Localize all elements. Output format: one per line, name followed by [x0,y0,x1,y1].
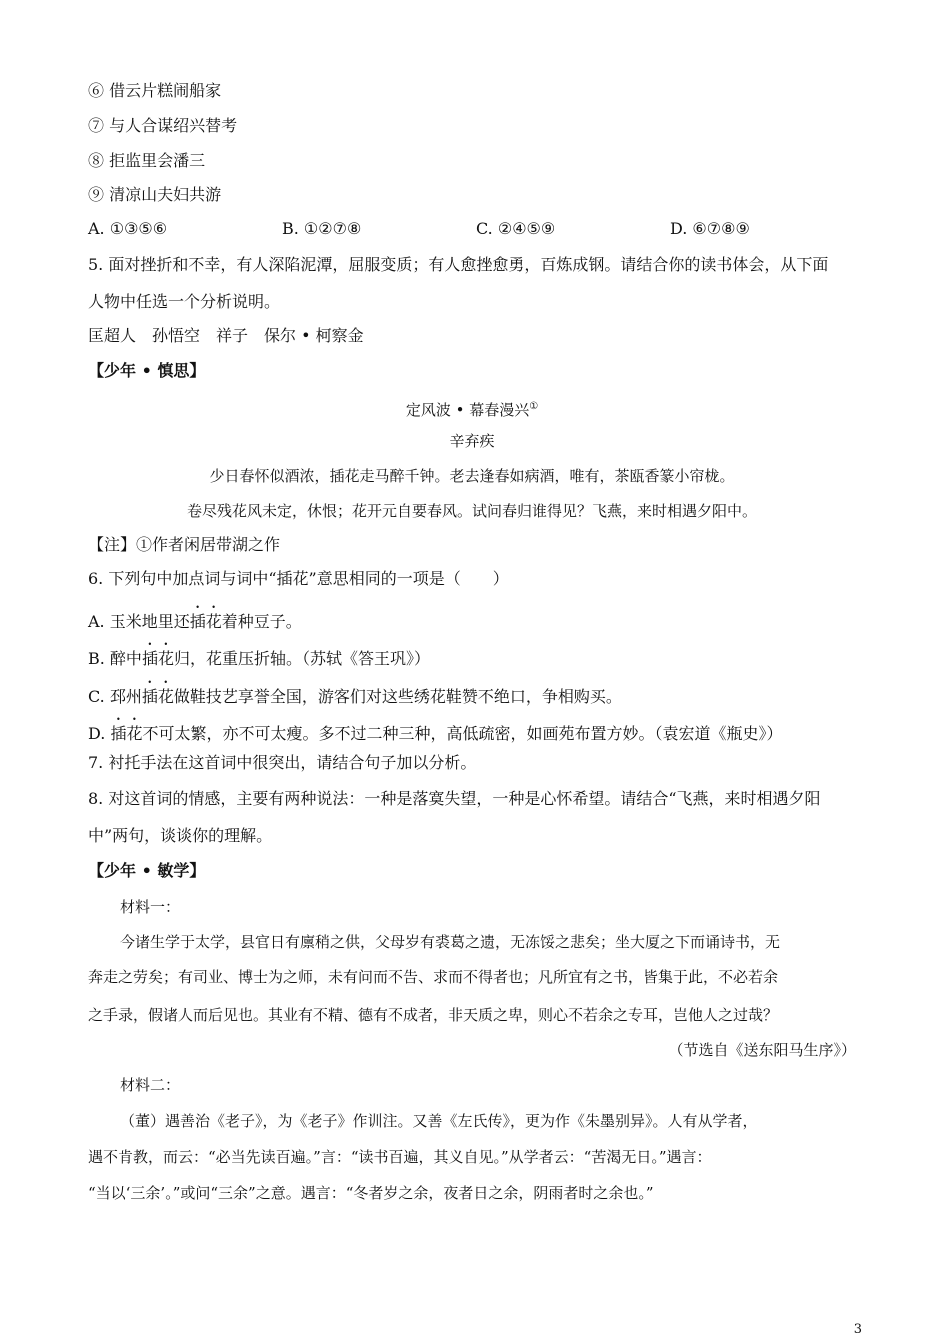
q6-a-pre: A. 玉米地里还 [88,612,190,631]
q5-people: 匡超人 孙悟空 祥子 保尔 • 柯察金 [88,326,364,345]
q6-c-pre: C. 邳州 [88,687,142,706]
item-6: ⑥ 借云片糕闹船家 [88,81,222,100]
material-2-line1: （董）遇善治《老子》，为《老子》作训注。又善《左氏传》，更为作《朱墨别异》。人有从学者， [120,1112,758,1130]
item-9: ⑨ 清凉山夫妇共游 [88,185,222,204]
q4-option-d[interactable]: D. ⑥⑦⑧⑨ [670,219,750,238]
material-1-line1: 今诸生学于太学，县官日有廪稍之供，父母岁有裘葛之遗，无冻馁之悲矣；坐大厦之下而诵诗书，无 [120,933,781,951]
q5-line1: 5. 面对挫折和不幸，有人深陷泥潭，屈服变质；有人愈挫愈勇，百炼成钢。请结合你的读书体会，从下面 [88,255,829,274]
q6-option-b[interactable] [88,640,430,670]
q6-a-post: 着种豆子。 [221,612,302,631]
q7: 7. 衬托手法在这首词中很突出，请结合句子加以分析。 [88,753,477,772]
material-1-label: 材料一： [120,898,181,916]
material-1-source: （节选自《送东阳马生序》） [668,1041,856,1059]
poem-author: 辛弃疾 [449,432,495,450]
material-2-line3: “当以‘三余’。”或问“三余”之意。遇言：“冬者岁之余，夜者日之余，阴雨者时之余也。” [88,1184,654,1202]
q4-option-c[interactable]: C. ②④⑤⑨ [476,219,556,238]
poem-title [88,396,856,421]
item-7: ⑦ 与人合谋绍兴替考 [88,116,238,135]
page-number: 3 [853,1322,862,1337]
q6-emph-word: 插花 [141,687,174,706]
poem-note: 【注】①作者闲居带湖之作 [88,535,281,554]
q6-emph-word: 插花 [110,724,143,743]
q8-line2: 中”两句，谈谈你的理解。 [88,826,273,845]
material-2-label: 材料二： [120,1076,181,1094]
q6-emph-word: 插花 [141,649,174,668]
q6-stem: 6. 下列句中加点词与词中“插花”意思相同的一项是（ ） [88,569,509,588]
material-1-line2: 奔走之劳矣；有司业、博士为之师，未有问而不告、求而不得者也；凡所宜有之书，皆集于此，不必若余 [88,968,779,986]
q6-d-post: 不可太繁，亦不可太瘦。多不过二种三种，高低疏密，如画苑布置方妙。（袁宏道《瓶史》） [142,724,783,743]
q8-line1: 8. 对这首词的情感，主要有两种说法：一种是落寞失望，一种是心怀希望。请结合“飞燕，来时相遇夕阳 [88,789,821,808]
q6-option-d[interactable] [88,715,782,745]
poem-line-1: 少日春怀似酒浓，插花走马醉千钟。老去逢春如病酒，唯有，茶瓯香篆小帘栊。 [209,467,735,485]
material-1-line3: 之手录，假诸人而后见也。其业有不精、德有不成者，非天质之卑，则心不若余之专耳，岂他人之过哉？ [88,1006,779,1024]
section-heading-minxue: 【少年 • 敏学】 [88,861,206,880]
item-8: ⑧ 拒监里会潘三 [88,151,206,170]
q6-option-c[interactable] [88,678,622,708]
q6-b-pre: B. 醉中 [88,649,142,668]
q4-options [88,218,868,240]
q6-c-post: 做鞋技艺享誉全国，游客们对这些绣花鞋赞不绝口，争相购买。 [173,687,622,706]
poem-title-text: 定风波 • 幕春漫兴 [405,401,530,419]
material-2-line2: 遇不肯教，而云：“必当先读百遍。”言：“读书百遍，其义自见。”从学者云：“苦渴无日。”遇言： [88,1148,712,1166]
q4-option-a[interactable]: A. ①③⑤⑥ [88,219,168,238]
q5-line2: 人物中任选一个分析说明。 [88,292,281,311]
section-heading-shensi: 【少年 • 慎思】 [88,361,206,380]
poem-line-2: 卷尽残花风未定，休恨；花开元自要春风。试问春归谁得见？飞燕，来时相遇夕阳中。 [186,502,757,520]
q4-option-b[interactable]: B. ①②⑦⑧ [282,219,362,238]
poem-title-note: ① [529,401,539,412]
q6-d-pre: D. [88,724,111,743]
q6-option-a[interactable] [88,603,302,633]
q6-emph-word: 插花 [189,612,222,631]
q6-b-post: 归，花重压折轴。（苏轼《答王巩》） [173,649,430,668]
